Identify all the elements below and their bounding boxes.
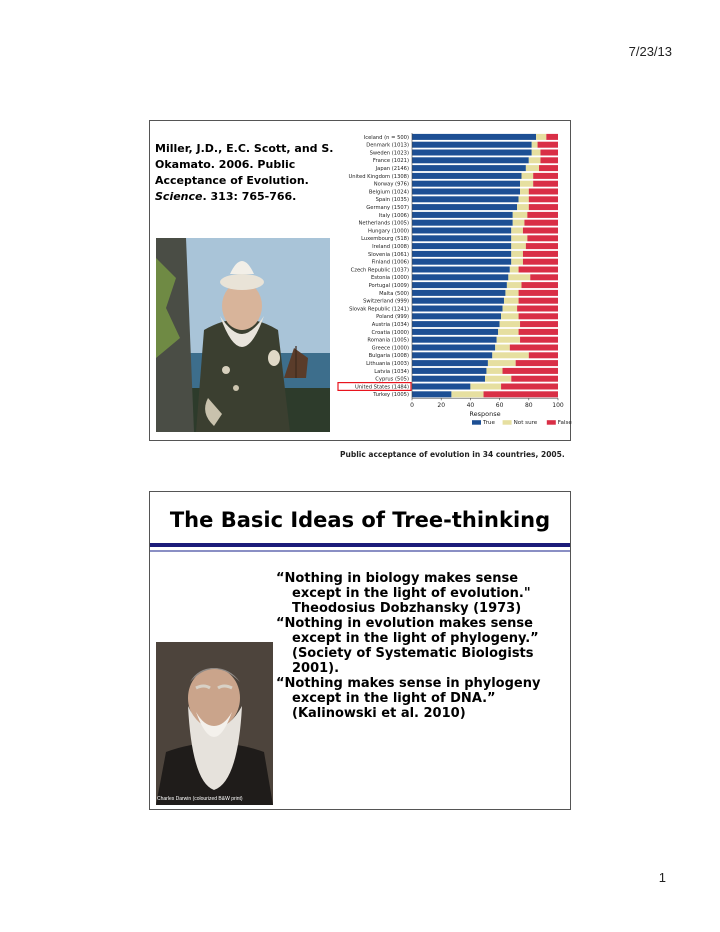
- quote-dobzhansky: “Nothing in biology makes sense except in the light of evolution." Theodosius Dobzhansky (1973): [276, 571, 531, 616]
- citation-journal: Science: [155, 190, 203, 203]
- citation-authors: Miller, J.D., E.C. Scott, and S. Okamato. 2006. Public Acceptance of Evolution.: [155, 142, 334, 187]
- legend-swatch: [503, 420, 512, 425]
- bar-segment-true: [412, 157, 529, 163]
- bar-segment-not-sure: [488, 360, 516, 366]
- category-label: Japan (2146): [375, 166, 409, 172]
- category-label: Poland (999): [376, 314, 409, 321]
- category-label: Ireland (1008): [372, 244, 409, 250]
- bar-segment-false: [510, 345, 558, 351]
- bar-segment-false: [538, 142, 558, 148]
- bar-segment-not-sure: [511, 259, 523, 265]
- bar-segment-not-sure: [511, 228, 523, 234]
- category-label: United States (1484): [354, 384, 409, 391]
- bar-segment-true: [412, 384, 470, 390]
- bar-segment-not-sure: [503, 306, 518, 312]
- x-tick-label: 80: [524, 402, 533, 410]
- category-label: Turkey (1005): [373, 392, 409, 399]
- bar-segment-true: [412, 196, 519, 202]
- bar-segment-true: [412, 290, 505, 296]
- category-label: Bulgaria (1008): [368, 353, 409, 360]
- bar-segment-false: [546, 134, 558, 140]
- legend-label: False: [557, 420, 572, 427]
- bar-segment-not-sure: [511, 251, 523, 257]
- category-label: Latvia (1034): [374, 368, 409, 375]
- bar-segment-true: [412, 251, 511, 257]
- bar-segment-not-sure: [513, 212, 528, 218]
- category-label: Sweden (1023): [369, 150, 409, 157]
- x-axis-label: Response: [469, 410, 501, 419]
- category-label: Luxembourg (518): [361, 236, 409, 243]
- category-label: Portugal (1009): [368, 283, 409, 289]
- bar-segment-not-sure: [501, 313, 519, 319]
- category-label: Belgium (1024): [368, 189, 409, 196]
- bar-segment-true: [412, 150, 532, 156]
- bar-segment-true: [412, 360, 488, 366]
- bar-segment-not-sure: [513, 220, 525, 226]
- quote-list: [276, 571, 566, 721]
- bar-segment-true: [412, 337, 497, 343]
- legend-swatch: [547, 420, 556, 425]
- bar-segment-false: [519, 290, 558, 296]
- bar-segment-not-sure: [507, 282, 522, 288]
- bar-segment-not-sure: [497, 337, 520, 343]
- bar-segment-not-sure: [517, 204, 529, 210]
- title-divider: [150, 543, 570, 547]
- bar-segment-not-sure: [532, 142, 538, 148]
- bar-segment-not-sure: [451, 391, 483, 397]
- bar-segment-true: [412, 243, 511, 249]
- bar-segment-not-sure: [520, 181, 533, 187]
- bar-segment-false: [527, 235, 558, 241]
- bar-segment-false: [519, 313, 558, 319]
- bar-segment-not-sure: [495, 345, 510, 351]
- bar-segment-false: [519, 329, 558, 335]
- bar-segment-not-sure: [536, 134, 546, 140]
- bar-segment-not-sure: [504, 298, 519, 304]
- bar-segment-true: [412, 189, 520, 195]
- bar-segment-false: [517, 306, 558, 312]
- bar-segment-true: [412, 181, 520, 187]
- category-label: Finland (1006): [371, 259, 409, 266]
- bar-segment-false: [530, 274, 558, 280]
- x-tick-label: 0: [410, 402, 414, 410]
- bar-segment-false: [511, 376, 558, 382]
- bar-segment-false: [529, 204, 558, 210]
- footer-page-number: 1: [658, 870, 666, 885]
- bar-segment-true: [412, 274, 508, 280]
- bar-segment-not-sure: [510, 267, 519, 273]
- bar-segment-false: [529, 189, 558, 195]
- category-label: Denmark (1013): [366, 142, 409, 149]
- bar-segment-false: [516, 360, 558, 366]
- bar-segment-not-sure: [526, 165, 539, 171]
- bar-segment-false: [519, 298, 558, 304]
- x-tick-label: 100: [552, 402, 564, 410]
- category-label: Greece (1000): [371, 345, 409, 352]
- bar-segment-false: [524, 220, 558, 226]
- bar-segment-true: [412, 282, 507, 288]
- bar-segment-true: [412, 306, 503, 312]
- bar-segment-false: [529, 196, 558, 202]
- category-label: Netherlands (1005): [358, 220, 409, 227]
- bar-segment-not-sure: [498, 329, 518, 335]
- category-label: France (1021): [372, 158, 409, 165]
- category-label: Lithuania (1003): [366, 361, 409, 367]
- bar-segment-true: [412, 368, 486, 374]
- category-label: Germany (1507): [366, 205, 409, 211]
- bar-segment-true: [412, 165, 526, 171]
- evolution-acceptance-chart: [336, 129, 572, 429]
- bar-segment-not-sure: [511, 235, 527, 241]
- bar-segment-true: [412, 267, 510, 273]
- bar-segment-false: [539, 165, 558, 171]
- bar-segment-false: [484, 391, 558, 397]
- category-label: Italy (1006): [378, 212, 409, 219]
- category-label: Slovenia (1061): [368, 251, 409, 258]
- bar-segment-false: [529, 352, 558, 358]
- bar-segment-false: [533, 181, 558, 187]
- bar-segment-false: [523, 251, 558, 257]
- bar-segment-not-sure: [532, 150, 541, 156]
- bar-segment-true: [412, 298, 504, 304]
- quote-kalinowski: “Nothing makes sense in phylogeny except in the light of DNA.” (Kalinowski et al. 2010): [276, 676, 541, 721]
- bar-segment-true: [412, 134, 536, 140]
- bar-segment-false: [527, 212, 558, 218]
- category-label: Croatia (1000): [371, 329, 409, 336]
- x-tick-label: 60: [495, 402, 504, 410]
- bar-segment-false: [520, 321, 558, 327]
- category-label: Slovak Republic (1241): [349, 306, 409, 313]
- legend-swatch: [472, 420, 481, 425]
- bar-segment-true: [412, 329, 498, 335]
- bar-segment-not-sure: [519, 196, 529, 202]
- darwin-portrait-image: [156, 642, 273, 805]
- bar-segment-not-sure: [520, 189, 529, 195]
- legend-label: True: [483, 420, 495, 427]
- bar-segment-true: [412, 204, 517, 210]
- bar-segment-true: [412, 352, 492, 358]
- bar-segment-true: [412, 391, 451, 397]
- slide-tree-thinking: [149, 491, 571, 810]
- category-label: Cyprus (505): [375, 376, 409, 383]
- bar-segment-false: [523, 228, 558, 234]
- bar-segment-false: [523, 259, 558, 265]
- bar-segment-not-sure: [492, 352, 529, 358]
- header-date: 7/23/13: [628, 44, 672, 59]
- category-label: United Kingdom (1308): [348, 173, 409, 180]
- title-divider-thin: [150, 550, 570, 552]
- bar-segment-true: [412, 142, 532, 148]
- bar-segment-not-sure: [485, 376, 511, 382]
- category-label: Romania (1005): [367, 337, 409, 344]
- category-label: Iceland (n = 500): [363, 134, 409, 141]
- category-label: Estonia (1000): [371, 275, 409, 282]
- bar-segment-not-sure: [470, 384, 501, 390]
- slide-evolution-acceptance: [149, 120, 572, 459]
- portrait-caption: Charles Darwin (colourized B&W print): [157, 796, 243, 802]
- category-label: Hungary (1000): [367, 228, 409, 235]
- category-label: Czech Republic (1037): [350, 267, 409, 274]
- bar-segment-true: [412, 173, 522, 179]
- slide-title: The Basic Ideas of Tree-thinking: [169, 508, 551, 532]
- bar-segment-not-sure: [529, 157, 541, 163]
- bar-segment-not-sure: [508, 274, 530, 280]
- darwin-collage-image: [156, 238, 330, 432]
- category-label: Norway (976): [373, 181, 409, 188]
- bar-segment-false: [501, 384, 558, 390]
- bar-segment-true: [412, 321, 500, 327]
- x-tick-label: 20: [437, 402, 446, 410]
- bar-segment-false: [520, 337, 558, 343]
- x-tick-label: 40: [466, 402, 475, 410]
- bar-segment-not-sure: [500, 321, 520, 327]
- bar-segment-true: [412, 313, 501, 319]
- bar-segment-true: [412, 228, 511, 234]
- bar-segment-not-sure: [511, 243, 526, 249]
- bar-segment-true: [412, 212, 513, 218]
- bar-segment-not-sure: [486, 368, 502, 374]
- bar-segment-true: [412, 345, 495, 351]
- category-label: Switzerland (999): [363, 298, 409, 305]
- bar-segment-true: [412, 235, 511, 241]
- legend-label: Not sure: [513, 420, 538, 427]
- bar-segment-not-sure: [505, 290, 518, 296]
- bar-segment-true: [412, 376, 485, 382]
- bar-segment-false: [540, 157, 558, 163]
- category-label: Malta (500): [379, 290, 409, 297]
- category-label: Austria (1034): [371, 322, 409, 328]
- bar-segment-false: [526, 243, 558, 249]
- bar-segment-false: [522, 282, 559, 288]
- chart-caption: Public acceptance of evolution in 34 countries, 2005.: [340, 450, 565, 459]
- bar-segment-false: [533, 173, 558, 179]
- bar-segment-false: [519, 267, 558, 273]
- category-label: Spain (1035): [375, 197, 409, 204]
- quote-systematic-biologists: “Nothing in evolution makes sense except in the light of phylogeny.” (Society of Systematic Biologists 2001).: [276, 616, 539, 676]
- bar-segment-not-sure: [522, 173, 534, 179]
- citation: [155, 141, 335, 205]
- bar-segment-false: [503, 368, 558, 374]
- citation-details: . 313: 765-766.: [202, 190, 297, 203]
- bar-segment-false: [540, 150, 558, 156]
- bar-segment-true: [412, 220, 513, 226]
- bar-segment-true: [412, 259, 511, 265]
